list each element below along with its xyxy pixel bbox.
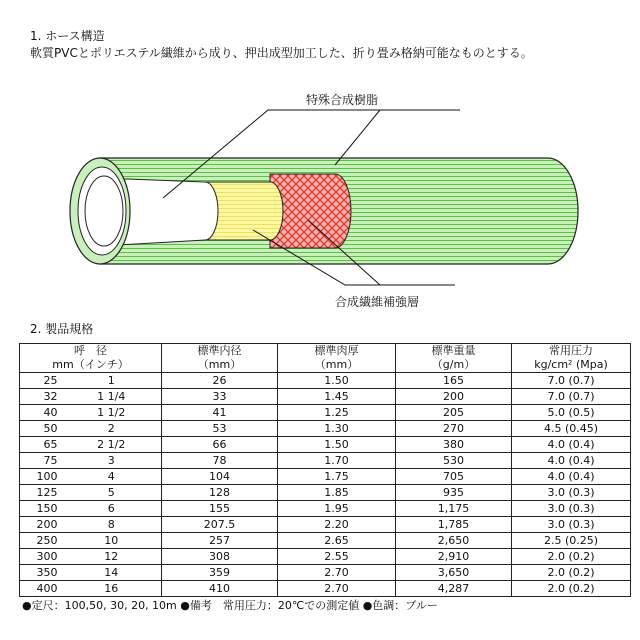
inner-diameter-cell: 257	[162, 533, 278, 549]
wall-thickness-cell: 1.85	[278, 485, 396, 501]
inner-diameter-cell: 41	[162, 405, 278, 421]
nominal-mm-cell: 300	[20, 549, 62, 565]
label-fiber-reinforcement: 合成繊維補強層	[335, 295, 420, 309]
weight-cell: 530	[396, 453, 512, 469]
table-row	[20, 389, 631, 405]
structure-description: 軟質PVCとポリエステル繊維から成り、押出成型加工した、折り畳み格納可能なものとする。	[30, 46, 533, 60]
weight-cell: 1,175	[396, 501, 512, 517]
table-row	[20, 565, 631, 581]
wall-thickness-cell: 2.70	[278, 581, 396, 597]
nominal-inch-cell: 5	[62, 485, 162, 501]
footnote: ●定尺：100,50, 30, 20, 10m ●備考 常用圧力：20℃での測定値 ●色調：ブルー	[22, 599, 438, 612]
header-wall-thickness-unit: （mm）	[278, 358, 396, 373]
pressure-cell: 7.0 (0.7)	[512, 373, 631, 389]
inner-diameter-cell: 33	[162, 389, 278, 405]
nominal-mm-cell: 200	[20, 517, 62, 533]
leader-line-resin-2	[335, 110, 380, 165]
nominal-inch-cell: 1	[62, 373, 162, 389]
header-nominal: 呼 径	[20, 344, 162, 359]
wall-thickness-cell: 1.70	[278, 453, 396, 469]
table-row	[20, 437, 631, 453]
weight-cell: 1,785	[396, 517, 512, 533]
pressure-cell: 4.0 (0.4)	[512, 453, 631, 469]
spec-table	[19, 343, 631, 597]
weight-cell: 935	[396, 485, 512, 501]
wall-thickness-cell: 2.65	[278, 533, 396, 549]
nominal-inch-cell: 10	[62, 533, 162, 549]
nominal-inch-cell: 1 1/2	[62, 405, 162, 421]
wall-thickness-cell: 1.50	[278, 437, 396, 453]
nominal-inch-cell: 14	[62, 565, 162, 581]
weight-cell: 2,910	[396, 549, 512, 565]
inner-diameter-cell: 155	[162, 501, 278, 517]
table-row	[20, 405, 631, 421]
nominal-inch-cell: 1 1/4	[62, 389, 162, 405]
pressure-cell: 7.0 (0.7)	[512, 389, 631, 405]
wall-thickness-cell: 1.75	[278, 469, 396, 485]
inner-diameter-cell: 359	[162, 565, 278, 581]
table-row	[20, 421, 631, 437]
table-row	[20, 501, 631, 517]
section-title-structure: 1. ホース構造	[30, 29, 105, 43]
weight-cell: 4,287	[396, 581, 512, 597]
nominal-mm-cell: 75	[20, 453, 62, 469]
inner-diameter-cell: 410	[162, 581, 278, 597]
nominal-mm-cell: 40	[20, 405, 62, 421]
inner-diameter-cell: 104	[162, 469, 278, 485]
header-weight: 標準重量	[396, 344, 512, 359]
header-pressure: 常用圧力	[512, 344, 631, 359]
pressure-cell: 4.5 (0.45)	[512, 421, 631, 437]
pressure-cell: 5.0 (0.5)	[512, 405, 631, 421]
inner-diameter-cell: 66	[162, 437, 278, 453]
inner-diameter-cell: 128	[162, 485, 278, 501]
hose-end-inner	[85, 176, 123, 246]
nominal-inch-cell: 4	[62, 469, 162, 485]
nominal-mm-cell: 65	[20, 437, 62, 453]
wall-thickness-cell: 2.70	[278, 565, 396, 581]
section-title-specs: 2. 製品規格	[30, 322, 94, 336]
nominal-mm-cell: 350	[20, 565, 62, 581]
pressure-cell: 4.0 (0.4)	[512, 437, 631, 453]
nominal-inch-cell: 16	[62, 581, 162, 597]
weight-cell: 705	[396, 469, 512, 485]
inner-diameter-cell: 78	[162, 453, 278, 469]
wall-thickness-cell: 1.50	[278, 373, 396, 389]
nominal-inch-cell: 3	[62, 453, 162, 469]
table-row	[20, 469, 631, 485]
pressure-cell: 2.5 (0.25)	[512, 533, 631, 549]
nominal-inch-cell: 2	[62, 421, 162, 437]
nominal-mm-cell: 250	[20, 533, 62, 549]
nominal-mm-cell: 150	[20, 501, 62, 517]
wall-thickness-cell: 1.30	[278, 421, 396, 437]
table-row	[20, 533, 631, 549]
nominal-mm-cell: 25	[20, 373, 62, 389]
nominal-inch-cell: 12	[62, 549, 162, 565]
table-row	[20, 485, 631, 501]
nominal-mm-cell: 32	[20, 389, 62, 405]
nominal-mm-cell: 125	[20, 485, 62, 501]
inner-diameter-cell: 308	[162, 549, 278, 565]
nominal-inch-cell: 6	[62, 501, 162, 517]
weight-cell: 165	[396, 373, 512, 389]
inner-diameter-cell: 26	[162, 373, 278, 389]
pressure-cell: 3.0 (0.3)	[512, 501, 631, 517]
nominal-inch-cell: 2 1/2	[62, 437, 162, 453]
header-inner-diameter: 標準内径	[162, 344, 278, 359]
weight-cell: 200	[396, 389, 512, 405]
wall-thickness-cell: 1.45	[278, 389, 396, 405]
table-row	[20, 517, 631, 533]
weight-cell: 3,650	[396, 565, 512, 581]
nominal-inch-cell: 8	[62, 517, 162, 533]
nominal-mm-cell: 400	[20, 581, 62, 597]
header-nominal-unit: mm（インチ）	[20, 358, 162, 373]
pressure-cell: 2.0 (0.2)	[512, 565, 631, 581]
pressure-cell: 2.0 (0.2)	[512, 549, 631, 565]
pressure-cell: 3.0 (0.3)	[512, 517, 631, 533]
label-special-resin: 特殊合成樹脂	[306, 93, 379, 107]
header-weight-unit: （g/m）	[396, 358, 512, 373]
nominal-mm-cell: 100	[20, 469, 62, 485]
pressure-cell: 4.0 (0.4)	[512, 469, 631, 485]
wall-thickness-cell: 1.25	[278, 405, 396, 421]
table-row	[20, 373, 631, 389]
wall-thickness-cell: 2.55	[278, 549, 396, 565]
wall-thickness-cell: 2.20	[278, 517, 396, 533]
table-row	[20, 581, 631, 597]
weight-cell: 2,650	[396, 533, 512, 549]
inner-diameter-cell: 53	[162, 421, 278, 437]
wall-thickness-cell: 1.95	[278, 501, 396, 517]
header-pressure-unit: kg/cm² (Mpa)	[512, 358, 631, 373]
inner-diameter-cell: 207.5	[162, 517, 278, 533]
header-wall-thickness: 標準肉厚	[278, 344, 396, 359]
pressure-cell: 2.0 (0.2)	[512, 581, 631, 597]
nominal-mm-cell: 50	[20, 421, 62, 437]
weight-cell: 270	[396, 421, 512, 437]
header-inner-diameter-unit: （mm）	[162, 358, 278, 373]
table-row	[20, 453, 631, 469]
pressure-cell: 3.0 (0.3)	[512, 485, 631, 501]
weight-cell: 205	[396, 405, 512, 421]
table-row	[20, 549, 631, 565]
weight-cell: 380	[396, 437, 512, 453]
